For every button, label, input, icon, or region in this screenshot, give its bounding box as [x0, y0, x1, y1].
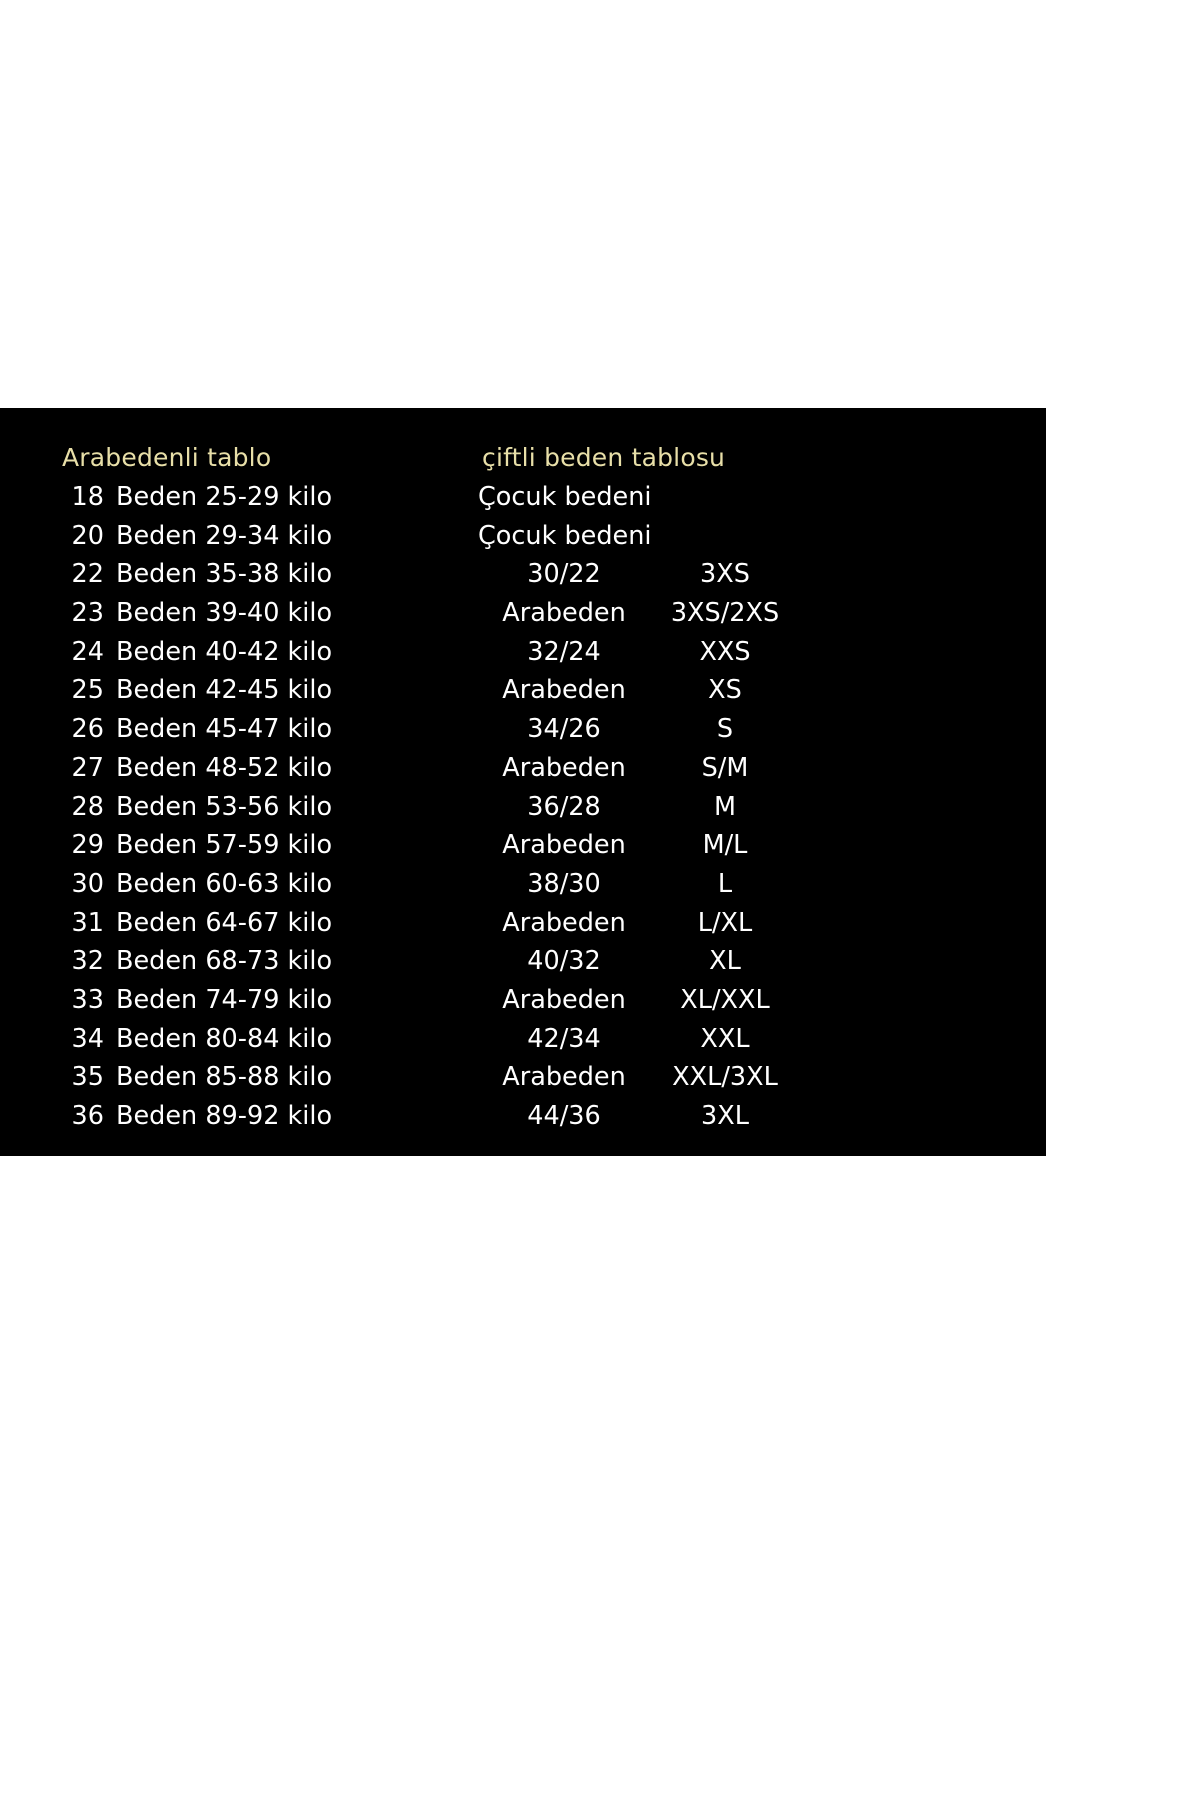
letter-size: L [717, 868, 733, 899]
letter-size: M [713, 791, 736, 822]
size-number: 18 [71, 482, 104, 512]
right-size-table [478, 438, 898, 1136]
table-row [58, 517, 458, 556]
numeric-size: Arabeden [502, 598, 626, 629]
numeric-size: 36/28 [527, 791, 601, 822]
table-row [58, 594, 458, 633]
table-row [58, 942, 458, 981]
size-description: Beden 80-84 kilo [116, 1023, 333, 1054]
numeric-size: 42/34 [527, 1023, 601, 1054]
table-row [478, 1097, 898, 1136]
size-chart-panel [0, 408, 1046, 1156]
numeric-size: 32/24 [527, 636, 601, 667]
size-description: Beden 45-47 kilo [116, 714, 333, 745]
table-row [58, 826, 458, 865]
size-description: Beden 60-63 kilo [116, 868, 333, 899]
size-number: 32 [71, 946, 104, 977]
size-tables [0, 408, 1046, 1156]
size-description: Beden 57-59 kilo [116, 830, 333, 861]
size-number: 36 [71, 1101, 104, 1131]
size-number: 33 [71, 984, 104, 1015]
numeric-size: Arabeden [502, 675, 626, 706]
numeric-size: 44/36 [527, 1101, 601, 1131]
numeric-size: Arabeden [502, 1062, 626, 1093]
size-number: 35 [71, 1062, 104, 1093]
table-row [478, 826, 898, 865]
size-number: 22 [71, 559, 104, 590]
table-row [58, 1058, 458, 1097]
right-table-title: çiftli beden tablosu [482, 443, 726, 472]
table-row [58, 904, 458, 943]
left-table-title: Arabedenli tablo [62, 443, 272, 472]
size-description: Beden 74-79 kilo [116, 984, 333, 1015]
size-description: Beden 68-73 kilo [116, 946, 333, 977]
table-row [478, 904, 898, 943]
table-row [58, 633, 458, 672]
numeric-size: Arabeden [502, 752, 626, 783]
numeric-size: Çocuk bedeni [478, 482, 652, 512]
table-row [478, 788, 898, 827]
size-description: Beden 89-92 kilo [116, 1101, 333, 1131]
table-row [478, 710, 898, 749]
table-row [478, 478, 898, 517]
table-row [478, 749, 898, 788]
numeric-size: 38/30 [527, 868, 601, 899]
letter-size: XL [709, 946, 741, 977]
letter-size: XS [708, 675, 742, 706]
table-row [478, 594, 898, 633]
size-number: 26 [71, 714, 104, 745]
table-row [478, 517, 898, 556]
table-row [58, 865, 458, 904]
table-row [478, 1020, 898, 1059]
numeric-size: Arabeden [502, 907, 626, 938]
left-size-table [58, 438, 458, 1136]
numeric-size: Arabeden [502, 984, 626, 1015]
size-description: Beden 53-56 kilo [116, 791, 333, 822]
table-row [58, 710, 458, 749]
size-number: 25 [71, 675, 104, 706]
numeric-size: Çocuk bedeni [478, 520, 652, 551]
table-row [478, 671, 898, 710]
size-number: 34 [71, 1023, 104, 1054]
table-row [478, 981, 898, 1020]
table-row [58, 671, 458, 710]
letter-size: XL/XXL [680, 984, 770, 1015]
table-row [478, 1058, 898, 1097]
letter-size: XXS [699, 636, 751, 667]
table-row [58, 1020, 458, 1059]
letter-size: XXL/3XL [672, 1062, 778, 1093]
table-row [58, 478, 458, 517]
numeric-size: 30/22 [527, 559, 601, 590]
size-description: Beden 35-38 kilo [116, 559, 333, 590]
size-number: 31 [71, 907, 104, 938]
size-number: 29 [71, 830, 104, 861]
size-number: 20 [71, 520, 104, 551]
table-row [478, 942, 898, 981]
letter-size: S [716, 714, 734, 745]
letter-size: 3XL [701, 1101, 749, 1131]
table-row [58, 981, 458, 1020]
letter-size: S/M [701, 752, 749, 783]
size-description: Beden 48-52 kilo [116, 752, 333, 783]
numeric-size: 40/32 [527, 946, 601, 977]
letter-size: XXL [700, 1023, 750, 1054]
size-description: Beden 42-45 kilo [116, 675, 333, 706]
table-row [58, 788, 458, 827]
size-number: 23 [71, 598, 104, 629]
size-description: Beden 29-34 kilo [116, 520, 333, 551]
size-number: 30 [71, 868, 104, 899]
letter-size: L/XL [697, 907, 753, 938]
letter-size: 3XS/2XS [670, 598, 780, 629]
size-description: Beden 40-42 kilo [116, 636, 333, 667]
letter-size: M/L [702, 830, 748, 861]
size-description: Beden 25-29 kilo [116, 482, 333, 512]
size-number: 24 [71, 636, 104, 667]
table-row [58, 555, 458, 594]
table-row [478, 555, 898, 594]
size-description: Beden 85-88 kilo [116, 1062, 333, 1093]
letter-size: 3XS [700, 559, 750, 590]
table-row [58, 1097, 458, 1136]
size-number: 28 [71, 791, 104, 822]
size-description: Beden 39-40 kilo [116, 598, 333, 629]
numeric-size: Arabeden [502, 830, 626, 861]
table-row [478, 865, 898, 904]
table-row [58, 749, 458, 788]
table-row [478, 633, 898, 672]
size-description: Beden 64-67 kilo [116, 907, 333, 938]
size-number: 27 [71, 752, 104, 783]
numeric-size: 34/26 [527, 714, 601, 745]
